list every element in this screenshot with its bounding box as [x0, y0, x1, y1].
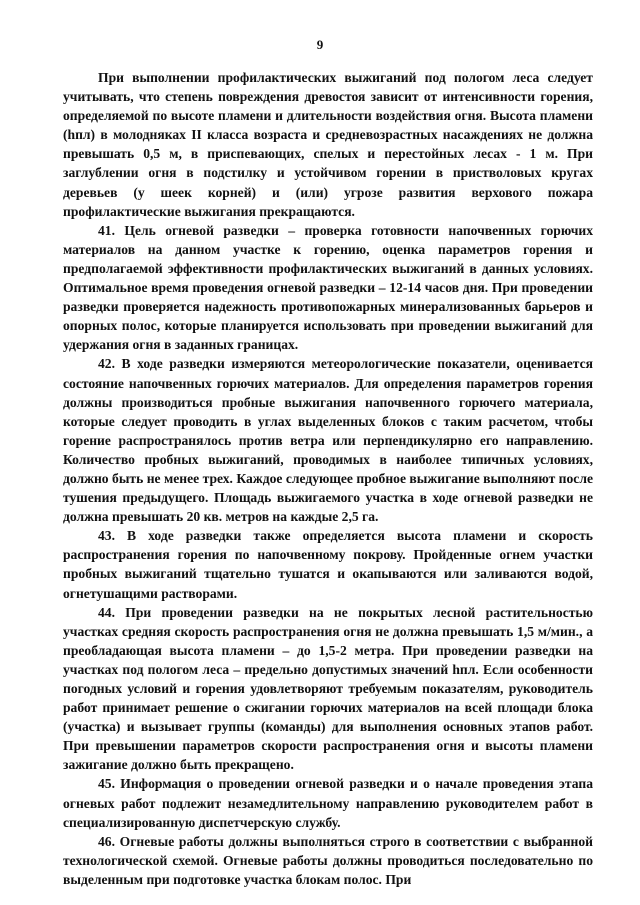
paragraph-44: 44. При проведении разведки на не покрытых лесной растительностью участках средняя скорость распространения огня не должна превышать 1,5 м/мин., а преобладающая высота пламени – до 1,5-2 метра. При проведении разведки на участках под пологом леса – предельно допустимых значений hпл. Если особенности погодных условий и горения удовлетворяют требуемым показателям, руководитель работ принимает решение о сжигании горючих материалов на всей площади блока (участка) и вызывает группы (команды) для выполнения основных этапов работ. При превышении параметров скорости распространения огня и высоты пламени зажигание должно быть прекращено.	[63, 604, 593, 773]
paragraph-43: 43. В ходе разведки также определяется высота пламени и скорость распространения горения по напочвенному покрову. Пройденные огнем участки пробных выжиганий тщательно тушатся и окапываются или заливаются водой, огнетушащими растворами.	[63, 528, 593, 601]
document-body	[63, 68, 593, 889]
paragraph-45: 45. Информация о проведении огневой разведки и о начале проведения этапа огневых работ подлежит незамедлительному направлению руководителем работ в специализированную диспетчерскую службу.	[63, 776, 593, 830]
paragraph-41: 41. Цель огневой разведки – проверка готовности напочвенных горючих материалов на данном участке к горению, оценка параметров горения и предполагаемой эффективности профилактических выжиганий в данных условиях. Оптимальное время проведения огневой разведки – 12-14 часов дня. При проведении разведки проверяется надежность противопожарных минерализованных барьеров и опорных полос, которые планируется использовать при проведении выжиганий для удержания огня в заданных границах.	[63, 222, 593, 353]
paragraph-42: 42. В ходе разведки измеряются метеорологические показатели, оценивается состояние напочвенных горючих материалов. Для определения параметров горения должны производиться пробные выжигания напочвенного горючего материала, которые следует проводить в углах выделенных блоков с таким расчетом, чтобы горение распространялось против ветра или перпендикулярно его направлению. Количество пробных выжиганий, проводимых в наиболее типичных условиях, должно быть не менее трех. Каждое следующее пробное выжигание выполняют после тушения предыдущего. Площадь выжигаемого участка в ходе огневой разведки не должна превышать 20 кв. метров на каждые 2,5 га.	[63, 356, 593, 525]
paragraph-46: 46. Огневые работы должны выполняться строго в соответствии с выбранной технологической схемой. Огневые работы должны проводиться последовательно по выделенным при подготовке участка блокам полос. При	[63, 833, 593, 887]
page-number: 9	[316, 37, 324, 52]
paragraph-intro: При выполнении профилактических выжиганий под пологом леса следует учитывать, что степень повреждения древостоя зависит от интенсивности горения, определяемой по высоте пламени и длительности воздействия огня. Высота пламени (hпл) в молодняках II класса возраста и средневозрастных насаждениях не должна превышать 0,5 м, в приспевающих, спелых и перестойных лесах - 1 м. При заглублении огня в подстилку и устойчивом горении в пристволовых кругах деревьев (у шеек корней) и (или) угрозе развития верхового пожара профилактические выжигания прекращаются.	[63, 70, 593, 219]
